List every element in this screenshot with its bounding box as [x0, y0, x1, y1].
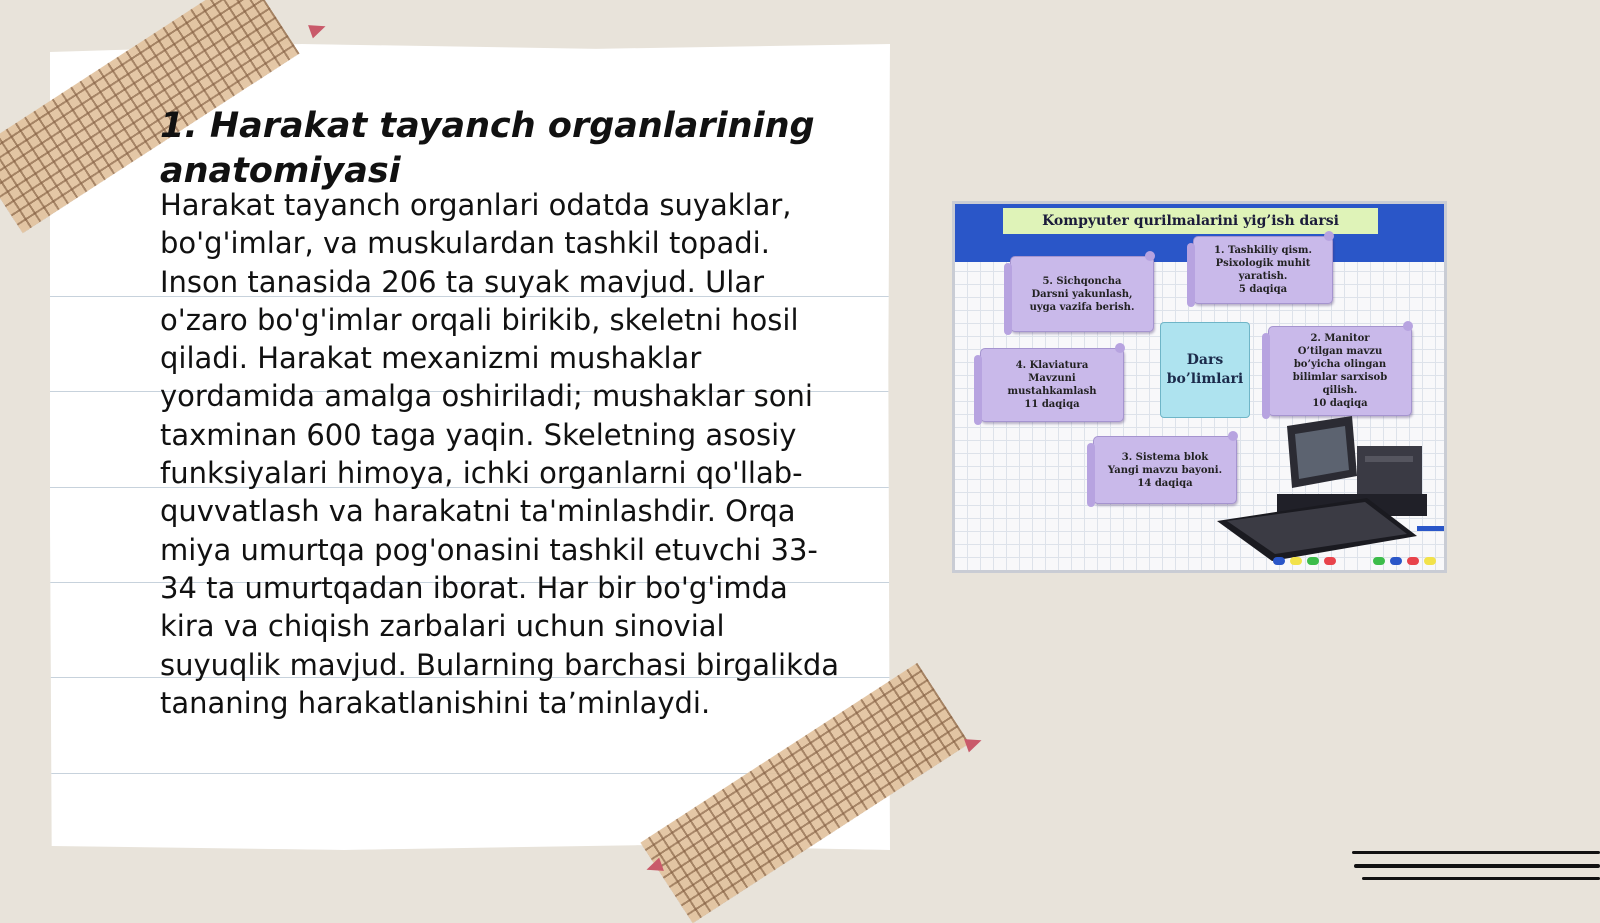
diagram-box-3: 3. Sistema blok Yangi mavzu bayoni. 14 daqiqa	[1093, 436, 1237, 504]
brush-stroke	[1362, 877, 1600, 880]
color-dots-left	[1273, 557, 1336, 565]
tape-tab	[308, 20, 328, 39]
tape-tab	[964, 734, 984, 753]
computer-icon	[1217, 416, 1447, 566]
brush-stroke	[1354, 864, 1600, 868]
slide-title: 1. Harakat tayanch organlarining anatomiyasi	[160, 106, 815, 191]
diagram-box-1: 1. Tashkiliy qism. Psixologik muhit yaratish. 5 daqiqa	[1193, 236, 1333, 304]
diagram-center-box: Dars bo’limlari	[1160, 322, 1250, 418]
diagram-box-2: 2. Manitor O’tilgan mavzu bo’yicha olingan bilimlar sarxisob qilish. 10 daqiqa	[1268, 326, 1412, 416]
diagram-title: Kompyuter qurilmalarini yig’ish darsi	[1003, 208, 1378, 234]
diagram-box-4: 4. Klaviatura Mavzuni mustahkamlash 11 daqiqa	[980, 348, 1124, 422]
lesson-diagram-image	[952, 201, 1447, 573]
diagram-box-5: 5. Sichqoncha Darsni yakunlash, uyga vazifa berish.	[1010, 256, 1154, 332]
slide-body-text: Harakat tayanch organlari odatda suyaklar, bo'g'imlar, va muskulardan tashkil topadi. Inson tanasida 206 ta suyak mavjud. Ular o'zaro bo'g'imlar orqali birikib, skeletni hosil qiladi. Harakat mexanizmi mushaklar yordamida amalga oshiriladi; mushaklar soni taxminan 600 taga yaqin. Skeletning asosiy funksiyalari himoya, ichki organlarni qo'llab-quvvatlash va harakatni ta'minlashdir. Orqa miya umurtqa pog'onasini tashkil etuvchi 33-34 ta umurtqadan iborat. Har bir bo'g'imda kira va chiqish zarbalari uchun sinovial suyuqlik mavjud. Bularning barchasi birgalikda tananing harakatlanishini ta’minlaydi.	[160, 188, 840, 720]
brush-stroke	[1352, 851, 1600, 854]
color-dots-right	[1373, 557, 1436, 565]
